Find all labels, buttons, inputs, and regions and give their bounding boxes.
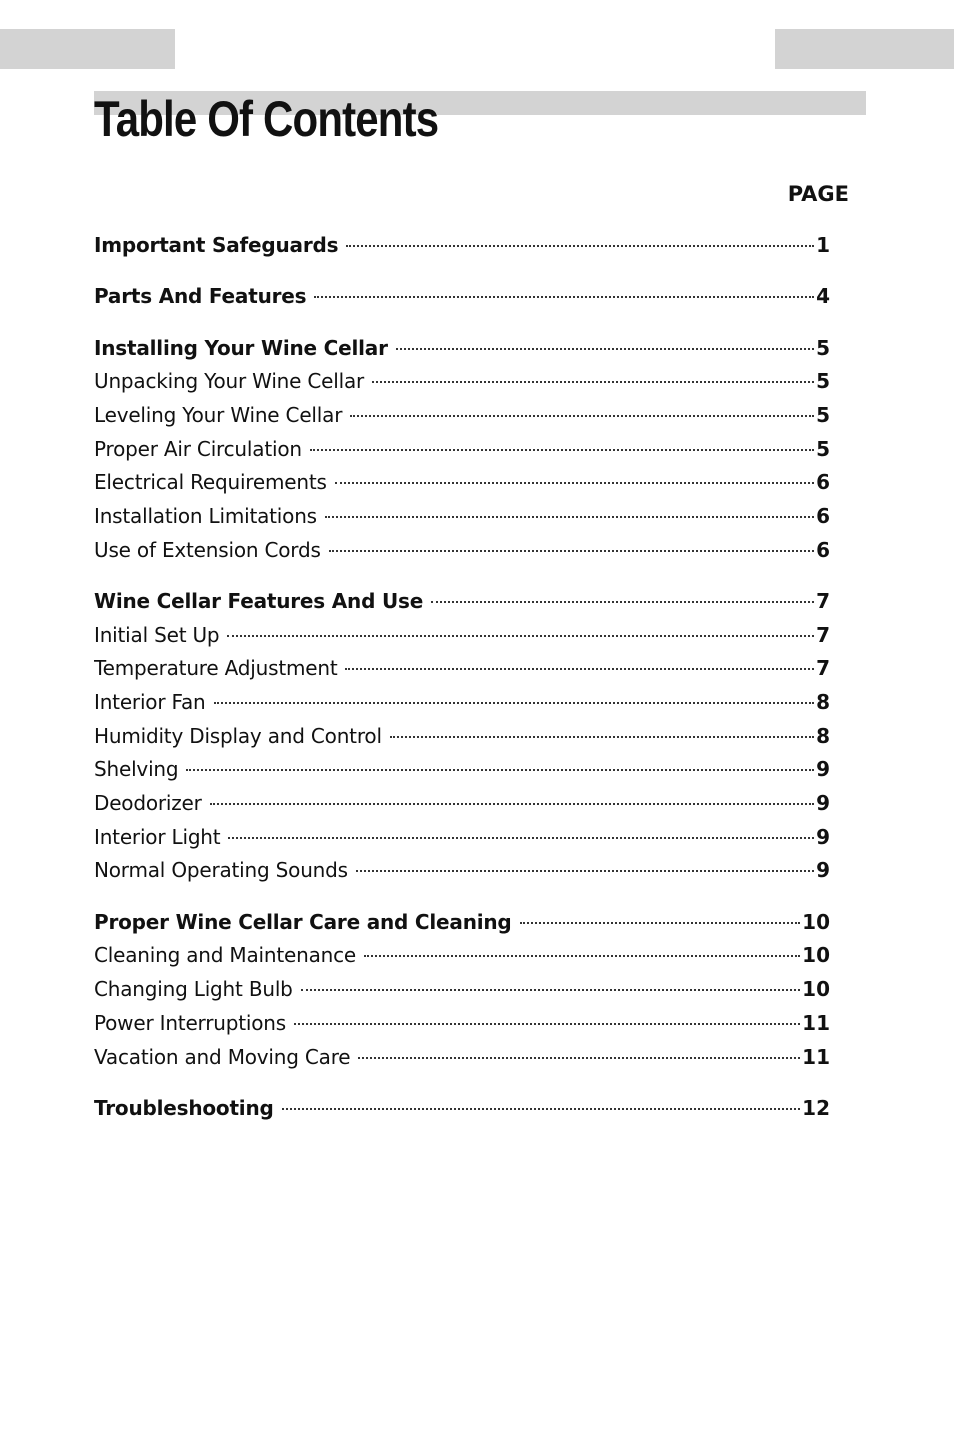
toc-entry-label: Temperature Adjustment: [94, 656, 338, 681]
toc-entry-page-number: 6: [816, 470, 830, 495]
toc-subsection-entry: [94, 434, 830, 468]
toc-entry-label: Normal Operating Sounds: [94, 858, 348, 883]
toc-entry-page-number: 9: [816, 858, 830, 883]
toc-dot-leader: [350, 415, 814, 417]
toc-entry-page-number: 11: [802, 1010, 830, 1035]
toc-entry-label: Use of Extension Cords: [94, 537, 321, 562]
toc-dot-leader: [345, 668, 814, 670]
toc-entry-label: Installation Limitations: [94, 504, 317, 528]
toc-entry-label: Installing Your Wine Cellar: [94, 335, 388, 360]
toc-entry-label: Power Interruptions: [94, 1010, 286, 1035]
toc-dot-leader: [210, 803, 814, 805]
toc-entry-label: Proper Wine Cellar Care and Cleaning: [94, 909, 512, 934]
toc-entry-label: Proper Air Circulation: [94, 436, 302, 461]
toc-dot-leader: [310, 449, 814, 451]
toc-entry-label: Deodorizer: [94, 791, 202, 816]
toc-subsection-entry: [94, 501, 830, 535]
toc-subsection-entry: [94, 467, 830, 501]
toc-dot-leader: [520, 922, 801, 924]
header-tab-right: [775, 29, 954, 69]
toc-dot-leader: [390, 736, 814, 738]
toc-entry-page-number: 9: [816, 757, 830, 782]
toc-section-entry: [94, 230, 830, 264]
toc-dot-leader: [346, 245, 814, 247]
page-title: Table Of Contents: [94, 91, 439, 147]
toc-dot-leader: [372, 381, 814, 383]
toc-entry-page-number: 4: [816, 284, 830, 309]
toc-entry-page-number: 10: [802, 943, 830, 968]
toc-entry-label: Interior Fan: [94, 690, 206, 715]
toc-dot-leader: [294, 1023, 800, 1025]
toc-dot-leader: [227, 635, 814, 637]
toc-dot-leader: [301, 989, 800, 991]
table-of-contents: [94, 230, 830, 1126]
toc-entry-label: Leveling Your Wine Cellar: [94, 402, 343, 427]
toc-subsection-entry: [94, 1008, 830, 1042]
toc-subsection-entry: [94, 1042, 830, 1076]
toc-entry-label: Cleaning and Maintenance: [94, 943, 357, 968]
toc-entry-label: Initial Set Up: [94, 622, 220, 647]
toc-subsection-entry: [94, 653, 830, 687]
toc-entry-page-number: 10: [802, 909, 830, 934]
header-tab-left: [0, 29, 175, 69]
toc-dot-leader: [228, 837, 814, 839]
toc-entry-page-number: 6: [816, 537, 830, 562]
toc-dot-leader: [282, 1108, 801, 1110]
toc-subsection-entry: [94, 535, 830, 569]
toc-entry-page-number: 11: [802, 1044, 830, 1069]
toc-entry-page-number: 8: [816, 690, 830, 715]
toc-dot-leader: [214, 702, 815, 704]
toc-entry-label: Unpacking Your Wine Cellar: [94, 369, 365, 394]
toc-subsection-entry: [94, 788, 830, 822]
toc-entry-page-number: 9: [816, 791, 830, 816]
toc-entry-page-number: 9: [816, 824, 830, 849]
toc-entry-page-number: 1: [816, 233, 830, 257]
toc-entry-page-number: 5: [816, 335, 830, 360]
toc-entry-label: Changing Light Bulb: [94, 977, 293, 1002]
toc-section-entry: [94, 1093, 830, 1127]
toc-entry-page-number: 7: [816, 588, 830, 613]
toc-subsection-entry: [94, 940, 830, 974]
toc-entry-label: Troubleshooting: [94, 1095, 274, 1120]
toc-dot-leader: [314, 296, 814, 298]
toc-dot-leader: [325, 516, 814, 518]
toc-entry-page-number: 5: [816, 369, 830, 394]
toc-entry-label: Shelving: [94, 757, 179, 782]
toc-entry-label: Electrical Requirements: [94, 470, 327, 495]
toc-entry-page-number: 8: [816, 723, 830, 748]
toc-entry-page-number: 10: [802, 977, 830, 1002]
toc-subsection-entry: [94, 822, 830, 856]
toc-dot-leader: [335, 482, 814, 484]
toc-entry-page-number: 5: [816, 436, 830, 461]
toc-subsection-entry: [94, 855, 830, 889]
toc-dot-leader: [396, 348, 814, 350]
toc-section-entry: [94, 907, 830, 941]
toc-subsection-entry: [94, 366, 830, 400]
toc-dot-leader: [356, 870, 814, 872]
toc-entry-page-number: 7: [816, 656, 830, 681]
toc-entry-page-number: 6: [816, 504, 830, 528]
toc-subsection-entry: [94, 974, 830, 1008]
toc-entry-label: Interior Light: [94, 824, 221, 849]
toc-subsection-entry: [94, 400, 830, 434]
toc-entry-label: Vacation and Moving Care: [94, 1044, 351, 1069]
toc-dot-leader: [186, 769, 814, 771]
toc-dot-leader: [431, 601, 814, 603]
toc-section-entry: [94, 586, 830, 620]
toc-subsection-entry: [94, 754, 830, 788]
toc-subsection-entry: [94, 721, 830, 755]
toc-dot-leader: [364, 955, 800, 957]
toc-entry-page-number: 12: [802, 1095, 830, 1120]
toc-section-entry: [94, 281, 830, 315]
page-column-header: PAGE: [787, 182, 849, 206]
toc-entry-label: Important Safeguards: [94, 233, 339, 257]
toc-entry-page-number: 5: [816, 402, 830, 427]
toc-entry-page-number: 7: [816, 622, 830, 647]
toc-subsection-entry: [94, 687, 830, 721]
toc-dot-leader: [358, 1057, 800, 1059]
toc-dot-leader: [329, 550, 814, 552]
toc-entry-label: Humidity Display and Control: [94, 723, 382, 748]
toc-subsection-entry: [94, 620, 830, 654]
toc-section-entry: [94, 333, 830, 367]
toc-entry-label: Wine Cellar Features And Use: [94, 588, 424, 613]
toc-entry-label: Parts And Features: [94, 284, 307, 309]
